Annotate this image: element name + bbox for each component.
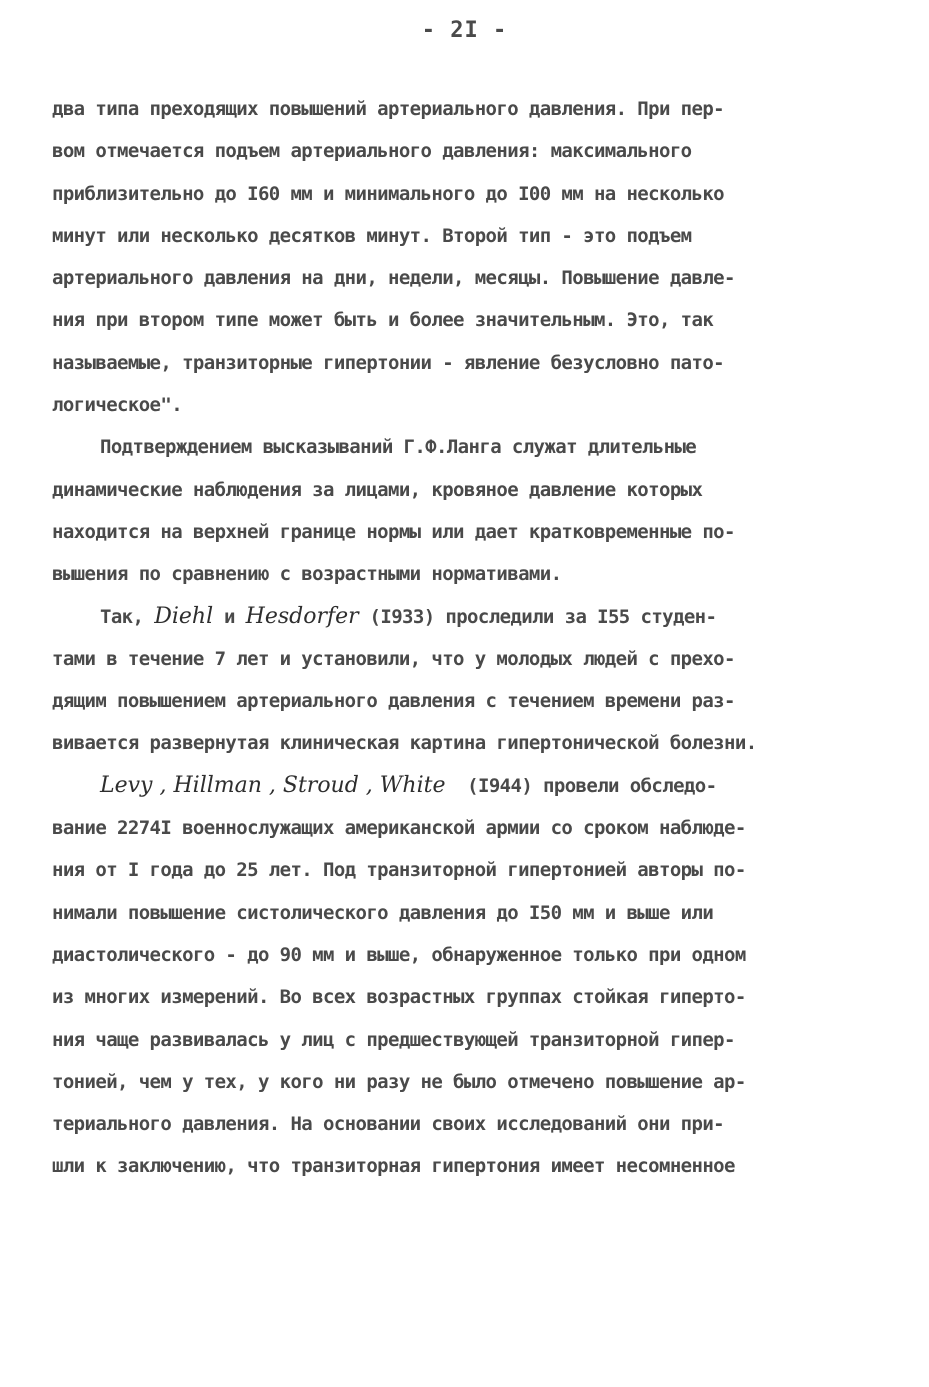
text-line: два типа преходящих повышений артериального давления. При пер- <box>52 98 725 120</box>
text-line: шли к заключению, что транзиторная гипертония имеет несомненное <box>52 1155 735 1178</box>
handwritten-author-name: Hesdorfer <box>245 603 359 629</box>
page-number: - 2I - <box>421 18 508 43</box>
text-line: логическое". <box>52 394 183 417</box>
paragraph-start-line <box>52 596 882 638</box>
text-line: находится на верхней границе нормы или дает кратковременные по- <box>52 520 735 543</box>
text-line: нимали повышение систолического давления до I50 мм и выше или <box>52 901 714 924</box>
text-line: диастолического - до 90 мм и выше, обнаруженное только при одном <box>52 943 746 966</box>
paragraph-start-line: Подтверждением высказываний Г.Ф.Ланга служат длительные <box>100 436 697 459</box>
text-line: тами в течение 7 лет и установили, что у молодых людей с прехо- <box>52 647 735 670</box>
text-line: тонией, чем у тех, у кого ни разу не было отмечено повышение ар- <box>52 1070 746 1093</box>
text-line: артериального давления на дни, недели, месяцы. Повышение давле- <box>52 267 735 290</box>
line-segment: и <box>213 605 246 628</box>
text-line: называемые, транзиторные гипертонии - явление безусловно пато- <box>52 351 725 374</box>
text-line: ния от I года до 25 лет. Под транзиторной гипертонией авторы по- <box>52 859 746 882</box>
paragraph-start-line <box>52 765 882 807</box>
text-line: териального давления. На основании своих исследований они при- <box>52 1113 725 1136</box>
text-line: из многих измерений. Во всех возрастных группах стойкая гиперто- <box>52 986 746 1009</box>
document-body <box>52 88 882 1188</box>
text-line: вивается развернутая клиническая картина гипертонической болезни. <box>52 732 757 755</box>
line-segment: (I933) проследили за I55 студен- <box>358 605 717 628</box>
text-line: ния чаще развивалась у лиц с предшествующей транзиторной гипер- <box>52 1028 735 1051</box>
line-segment: Так, <box>100 605 155 628</box>
handwritten-author-name: Diehl <box>154 603 214 629</box>
line-segment: (I944) провели обследо- <box>445 774 717 797</box>
text-line: вышения по сравнению с возрастными нормативами. <box>52 563 562 586</box>
text-line: вание 2274I военнослужащих американской армии со сроком наблюде- <box>52 817 746 840</box>
handwritten-author-names: Levy , Hillman , Stroud , White <box>100 772 446 798</box>
text-line: динамические наблюдения за лицами, кровяное давление которых <box>52 478 703 501</box>
text-line: минут или несколько десятков минут. Второй тип - это подъем <box>52 224 692 247</box>
text-line: вом отмечается подъем артериального давления: максимального <box>52 140 692 163</box>
text-line: ния при втором типе может быть и более значительным. Это, так <box>52 309 714 332</box>
text-line: дящим повышением артериального давления с течением времени раз- <box>52 690 735 713</box>
text-line: приблизительно до I60 мм и минимального до I00 мм на несколько <box>52 182 725 205</box>
